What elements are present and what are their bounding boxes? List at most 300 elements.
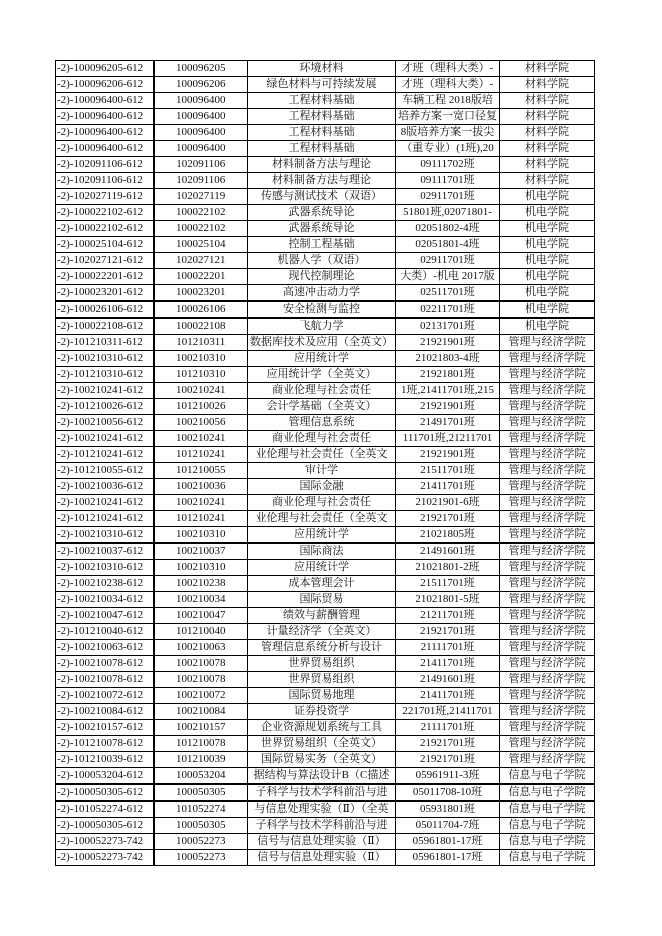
course-section-id-cell[interactable]: -2)-100022102-612	[56, 221, 154, 237]
course-code-cell[interactable]: 100210034	[154, 592, 248, 608]
class-cell[interactable]: 21921901班	[396, 335, 500, 351]
table-row	[56, 527, 595, 544]
table-row	[56, 592, 595, 608]
college-cell[interactable]: 管理与经济学院	[500, 351, 595, 367]
class-cell[interactable]: 05961911-3班	[396, 768, 500, 785]
course-code-cell[interactable]: 102091106	[154, 173, 248, 189]
course-name-cell[interactable]: 信号与信息处理实验（Ⅱ）	[248, 850, 396, 866]
course-name-cell[interactable]: 商业伦理与社会责任	[248, 383, 396, 399]
college-cell[interactable]: 材料学院	[500, 157, 595, 173]
course-code-cell[interactable]: 101210311	[154, 335, 248, 351]
course-name-cell[interactable]: 应用统计学	[248, 560, 396, 576]
college-cell[interactable]: 机电学院	[500, 301, 595, 318]
course-name-cell[interactable]: 审计学	[248, 463, 396, 479]
course-section-id-cell[interactable]: -2)-101210241-612	[56, 447, 154, 463]
course-name-cell[interactable]: 机器人学（双语）	[248, 253, 396, 269]
class-cell[interactable]: 1班,21411701班,215	[396, 383, 500, 399]
course-code-cell[interactable]: 100053204	[154, 768, 248, 785]
course-code-cell[interactable]: 100022102	[154, 205, 248, 221]
table-row	[56, 576, 595, 592]
course-name-cell[interactable]: 管理信息系统分析与设计	[248, 640, 396, 656]
class-cell[interactable]: 21411701班	[396, 688, 500, 704]
course-name-cell[interactable]: 材料制备方法与理论	[248, 157, 396, 173]
course-section-id-cell[interactable]: -2)-100210072-612	[56, 688, 154, 704]
class-cell[interactable]: 05011708-10班	[396, 784, 500, 801]
table-row	[56, 495, 595, 511]
table-row	[56, 415, 595, 431]
table-row	[56, 672, 595, 688]
college-cell[interactable]: 管理与经济学院	[500, 640, 595, 656]
class-cell[interactable]: 21411701班	[396, 479, 500, 495]
course-section-id-cell[interactable]: -2)-100210034-612	[56, 592, 154, 608]
course-name-cell[interactable]: 业伦理与社会责任（全英文	[248, 447, 396, 463]
course-name-cell[interactable]: 世界贸易组织	[248, 656, 396, 672]
class-cell[interactable]: 02211701班	[396, 301, 500, 318]
course-code-cell[interactable]: 100052273	[154, 834, 248, 850]
class-cell[interactable]: 21491601班	[396, 672, 500, 688]
table-row	[56, 237, 595, 253]
college-cell[interactable]: 机电学院	[500, 269, 595, 285]
class-cell[interactable]: 21511701班	[396, 576, 500, 592]
course-code-cell[interactable]: 100210078	[154, 672, 248, 688]
course-code-cell[interactable]: 100210310	[154, 560, 248, 576]
course-name-cell[interactable]: 应用统计学	[248, 527, 396, 544]
course-code-cell[interactable]: 100210047	[154, 608, 248, 624]
course-name-cell[interactable]: 国际贸易实务（全英文）	[248, 752, 396, 768]
course-code-cell[interactable]: 100210310	[154, 351, 248, 367]
course-name-cell[interactable]: 工程材料基础	[248, 141, 396, 157]
college-cell[interactable]: 管理与经济学院	[500, 688, 595, 704]
course-name-cell[interactable]: 工程材料基础	[248, 109, 396, 125]
course-code-cell[interactable]: 101210055	[154, 463, 248, 479]
course-code-cell[interactable]: 100210238	[154, 576, 248, 592]
college-cell[interactable]: 材料学院	[500, 109, 595, 125]
class-cell[interactable]: 21921701班	[396, 752, 500, 768]
course-name-cell[interactable]: 子科学与技术学科前沿与进	[248, 818, 396, 834]
course-code-cell[interactable]: 100096205	[154, 61, 248, 77]
course-code-cell[interactable]: 100022201	[154, 269, 248, 285]
table-row	[56, 768, 595, 785]
class-cell[interactable]: 05961801-17班	[396, 834, 500, 850]
class-cell[interactable]: 02051802-4班	[396, 221, 500, 237]
course-code-cell[interactable]: 100052273	[154, 850, 248, 866]
course-section-id-cell[interactable]: -2)-100210238-612	[56, 576, 154, 592]
course-code-cell[interactable]: 101210078	[154, 736, 248, 752]
course-code-cell[interactable]: 101210241	[154, 511, 248, 527]
class-cell[interactable]: 02051801-4班	[396, 237, 500, 253]
table-row	[56, 463, 595, 479]
class-cell[interactable]: 21491601班	[396, 543, 500, 560]
course-name-cell[interactable]: 环境材料	[248, 61, 396, 77]
college-cell[interactable]: 管理与经济学院	[500, 495, 595, 511]
college-cell[interactable]: 管理与经济学院	[500, 399, 595, 415]
course-code-cell[interactable]: 100210036	[154, 479, 248, 495]
course-section-id-cell[interactable]: -2)-100210241-612	[56, 495, 154, 511]
college-cell[interactable]: 管理与经济学院	[500, 335, 595, 351]
table-row	[56, 125, 595, 141]
class-cell[interactable]: 221701班,21411701	[396, 704, 500, 720]
class-cell[interactable]: 09111701班	[396, 173, 500, 189]
table-row	[56, 253, 595, 269]
college-cell[interactable]: 材料学院	[500, 141, 595, 157]
course-section-id-cell[interactable]: -2)-101210310-612	[56, 367, 154, 383]
table-row	[56, 109, 595, 125]
course-name-cell[interactable]: 国际商法	[248, 543, 396, 560]
course-code-cell[interactable]: 100210241	[154, 495, 248, 511]
college-cell[interactable]: 管理与经济学院	[500, 447, 595, 463]
class-cell[interactable]: 8版培养方案一拔尖	[396, 125, 500, 141]
class-cell[interactable]: 21921901班	[396, 447, 500, 463]
course-section-id-cell[interactable]: -2)-101210026-612	[56, 399, 154, 415]
course-name-cell[interactable]: 安全检测与监控	[248, 301, 396, 318]
course-code-cell[interactable]: 101210310	[154, 367, 248, 383]
college-cell[interactable]: 管理与经济学院	[500, 431, 595, 447]
course-name-cell[interactable]: 成本管理会计	[248, 576, 396, 592]
class-cell[interactable]: 21921701班	[396, 736, 500, 752]
college-cell[interactable]: 机电学院	[500, 285, 595, 302]
class-cell[interactable]: 21921901班	[396, 399, 500, 415]
course-name-cell[interactable]: 现代控制理论	[248, 269, 396, 285]
course-section-id-cell[interactable]: -2)-101210055-612	[56, 463, 154, 479]
course-section-id-cell[interactable]: -2)-101210040-612	[56, 624, 154, 640]
course-code-cell[interactable]: 100026106	[154, 301, 248, 318]
table-row	[56, 834, 595, 850]
course-name-cell[interactable]: 国际贸易地理	[248, 688, 396, 704]
course-name-cell[interactable]: 世界贸易组织（全英文）	[248, 736, 396, 752]
course-code-cell[interactable]: 100096206	[154, 77, 248, 93]
class-cell[interactable]: 05011704-7班	[396, 818, 500, 834]
course-section-id-cell[interactable]: -2)-100022201-612	[56, 269, 154, 285]
table-row	[56, 61, 595, 77]
course-section-id-cell[interactable]: -2)-100050305-612	[56, 784, 154, 801]
course-name-cell[interactable]: 应用统计学（全英文）	[248, 367, 396, 383]
course-section-id-cell[interactable]: -2)-100210037-612	[56, 543, 154, 560]
course-section-id-cell[interactable]: -2)-100050305-612	[56, 818, 154, 834]
table-row	[56, 367, 595, 383]
table-row	[56, 285, 595, 302]
course-section-id-cell[interactable]: -2)-100210310-612	[56, 560, 154, 576]
college-cell[interactable]: 管理与经济学院	[500, 463, 595, 479]
course-code-cell[interactable]: 101210039	[154, 752, 248, 768]
course-name-cell[interactable]: 飞航力学	[248, 318, 396, 335]
class-cell[interactable]: 21021803-4班	[396, 351, 500, 367]
course-section-id-cell[interactable]: -2)-102091106-612	[56, 157, 154, 173]
course-section-id-cell[interactable]: -2)-100210047-612	[56, 608, 154, 624]
table-row	[56, 141, 595, 157]
spreadsheet-table	[55, 60, 595, 866]
table-row	[56, 77, 595, 93]
college-cell[interactable]: 管理与经济学院	[500, 720, 595, 736]
course-code-cell[interactable]: 100022108	[154, 318, 248, 335]
course-name-cell[interactable]: 与信息处理实验（Ⅱ）（全英	[248, 801, 396, 818]
course-name-cell[interactable]: 子科学与技术学科前沿与进	[248, 784, 396, 801]
class-cell[interactable]: 21021901-6班	[396, 495, 500, 511]
class-cell[interactable]: 09111702班	[396, 157, 500, 173]
table-row	[56, 221, 595, 237]
college-cell[interactable]: 管理与经济学院	[500, 656, 595, 672]
course-name-cell[interactable]: 控制工程基础	[248, 237, 396, 253]
course-section-id-cell[interactable]: -2)-100210078-612	[56, 656, 154, 672]
class-cell[interactable]: 21921701班	[396, 624, 500, 640]
college-cell[interactable]: 管理与经济学院	[500, 543, 595, 560]
college-cell[interactable]: 管理与经济学院	[500, 736, 595, 752]
table-row	[56, 383, 595, 399]
course-code-cell[interactable]: 100050305	[154, 784, 248, 801]
course-code-cell[interactable]: 100210037	[154, 543, 248, 560]
course-section-id-cell[interactable]: -2)-101052274-612	[56, 801, 154, 818]
course-section-id-cell[interactable]: -2)-101210241-612	[56, 511, 154, 527]
course-name-cell[interactable]: 数据库技术及应用（全英文）	[248, 335, 396, 351]
college-cell[interactable]: 管理与经济学院	[500, 704, 595, 720]
course-section-id-cell[interactable]: -2)-101210039-612	[56, 752, 154, 768]
college-cell[interactable]: 管理与经济学院	[500, 383, 595, 399]
course-section-id-cell[interactable]: -2)-100210084-612	[56, 704, 154, 720]
course-name-cell[interactable]: 据结构与算法设计B（C描述	[248, 768, 396, 785]
course-section-id-cell[interactable]: -2)-101210311-612	[56, 335, 154, 351]
college-cell[interactable]: 材料学院	[500, 61, 595, 77]
course-name-cell[interactable]: 国际贸易	[248, 592, 396, 608]
college-cell[interactable]: 材料学院	[500, 125, 595, 141]
class-cell[interactable]: 车辆工程 2018版培	[396, 93, 500, 109]
table-row	[56, 656, 595, 672]
course-code-cell[interactable]: 100210078	[154, 656, 248, 672]
table-row	[56, 688, 595, 704]
class-cell[interactable]: 02511701班	[396, 285, 500, 302]
class-cell[interactable]: 21411701班	[396, 656, 500, 672]
course-name-cell[interactable]: 传感与测试技术（双语）	[248, 189, 396, 205]
table-row	[56, 543, 595, 560]
college-cell[interactable]: 机电学院	[500, 205, 595, 221]
course-section-id-cell[interactable]: -2)-100210063-612	[56, 640, 154, 656]
course-code-cell[interactable]: 100210056	[154, 415, 248, 431]
college-cell[interactable]: 管理与经济学院	[500, 479, 595, 495]
course-section-id-cell[interactable]: -2)-100210310-612	[56, 351, 154, 367]
course-name-cell[interactable]: 绩效与薪酬管理	[248, 608, 396, 624]
college-cell[interactable]: 材料学院	[500, 93, 595, 109]
course-code-cell[interactable]: 101210241	[154, 447, 248, 463]
course-section-id-cell[interactable]: -2)-100096206-612	[56, 77, 154, 93]
college-cell[interactable]: 材料学院	[500, 77, 595, 93]
course-section-id-cell[interactable]: -2)-100210241-612	[56, 431, 154, 447]
course-name-cell[interactable]: 证券投资学	[248, 704, 396, 720]
class-cell[interactable]: 02911701班	[396, 253, 500, 269]
college-cell[interactable]: 信息与电子学院	[500, 784, 595, 801]
course-section-id-cell[interactable]: -2)-100210036-612	[56, 479, 154, 495]
course-section-id-cell[interactable]: -2)-100096205-612	[56, 61, 154, 77]
course-section-id-cell[interactable]: -2)-100022108-612	[56, 318, 154, 335]
course-section-id-cell[interactable]: -2)-102091106-612	[56, 173, 154, 189]
course-code-cell[interactable]: 100096400	[154, 125, 248, 141]
table-row	[56, 560, 595, 576]
class-cell[interactable]: 21111701班	[396, 720, 500, 736]
table-row	[56, 335, 595, 351]
college-cell[interactable]: 管理与经济学院	[500, 511, 595, 527]
table-row	[56, 301, 595, 318]
class-cell[interactable]: 05931801班	[396, 801, 500, 818]
college-cell[interactable]: 信息与电子学院	[500, 818, 595, 834]
table-row	[56, 318, 595, 335]
course-code-cell[interactable]: 100022102	[154, 221, 248, 237]
course-code-cell[interactable]: 100096400	[154, 93, 248, 109]
course-section-id-cell[interactable]: -2)-100023201-612	[56, 285, 154, 302]
course-name-cell[interactable]: 材料制备方法与理论	[248, 173, 396, 189]
course-section-id-cell[interactable]: -2)-100210241-612	[56, 383, 154, 399]
course-section-id-cell[interactable]: -2)-100210310-612	[56, 527, 154, 544]
class-cell[interactable]: 111701班,21211701	[396, 431, 500, 447]
course-name-cell[interactable]: 高速冲击动力学	[248, 285, 396, 302]
course-name-cell[interactable]: 国际金融	[248, 479, 396, 495]
course-name-cell[interactable]: 工程材料基础	[248, 93, 396, 109]
course-name-cell[interactable]: 绿色材料与可持续发展	[248, 77, 396, 93]
class-cell[interactable]: 大类）-机电 2017版	[396, 269, 500, 285]
course-name-cell[interactable]: 世界贸易组织	[248, 672, 396, 688]
course-code-cell[interactable]: 102027119	[154, 189, 248, 205]
course-code-cell[interactable]: 100050305	[154, 818, 248, 834]
course-code-cell[interactable]: 101210040	[154, 624, 248, 640]
course-code-cell[interactable]: 100025104	[154, 237, 248, 253]
class-cell[interactable]: 02131701班	[396, 318, 500, 335]
college-cell[interactable]: 管理与经济学院	[500, 367, 595, 383]
table-row	[56, 189, 595, 205]
table-row	[56, 511, 595, 527]
course-section-id-cell[interactable]: -2)-100052273-742	[56, 834, 154, 850]
table-row	[56, 784, 595, 801]
table-row	[56, 351, 595, 367]
class-cell[interactable]: 21021805班	[396, 527, 500, 544]
course-section-id-cell[interactable]: -2)-100052273-742	[56, 850, 154, 866]
course-name-cell[interactable]: 应用统计学	[248, 351, 396, 367]
class-cell[interactable]: 21211701班	[396, 608, 500, 624]
course-code-cell[interactable]: 100023201	[154, 285, 248, 302]
college-cell[interactable]: 机电学院	[500, 318, 595, 335]
course-code-cell[interactable]: 101052274	[154, 801, 248, 818]
table-row	[56, 736, 595, 752]
table-row	[56, 269, 595, 285]
table-row	[56, 447, 595, 463]
college-cell[interactable]: 管理与经济学院	[500, 592, 595, 608]
course-section-id-cell[interactable]: -2)-100096400-612	[56, 109, 154, 125]
college-cell[interactable]: 管理与经济学院	[500, 752, 595, 768]
college-cell[interactable]: 管理与经济学院	[500, 576, 595, 592]
course-section-id-cell[interactable]: -2)-100210157-612	[56, 720, 154, 736]
course-code-cell[interactable]: 100210310	[154, 527, 248, 544]
course-code-cell[interactable]: 100210241	[154, 383, 248, 399]
course-code-cell[interactable]: 100210072	[154, 688, 248, 704]
college-cell[interactable]: 管理与经济学院	[500, 560, 595, 576]
college-cell[interactable]: 材料学院	[500, 173, 595, 189]
course-code-cell[interactable]: 100096400	[154, 141, 248, 157]
course-section-id-cell[interactable]: -2)-101210078-612	[56, 736, 154, 752]
course-section-id-cell[interactable]: -2)-100053204-612	[56, 768, 154, 785]
class-cell[interactable]: 21491701班	[396, 415, 500, 431]
course-name-cell[interactable]: 会计学基础（全英文）	[248, 399, 396, 415]
course-code-cell[interactable]: 101210026	[154, 399, 248, 415]
table-row	[56, 479, 595, 495]
course-name-cell[interactable]: 业伦理与社会责任（全英文	[248, 511, 396, 527]
table-row	[56, 399, 595, 415]
course-section-id-cell[interactable]: -2)-100210056-612	[56, 415, 154, 431]
course-section-id-cell[interactable]: -2)-100022102-612	[56, 205, 154, 221]
college-cell[interactable]: 机电学院	[500, 221, 595, 237]
course-name-cell[interactable]: 武器系统导论	[248, 205, 396, 221]
class-cell[interactable]: 21021801-2班	[396, 560, 500, 576]
course-section-id-cell[interactable]: -2)-100026106-612	[56, 301, 154, 318]
class-cell[interactable]: 21921701班	[396, 511, 500, 527]
table-row	[56, 93, 595, 109]
course-code-cell[interactable]: 100210063	[154, 640, 248, 656]
course-name-cell[interactable]: 武器系统导论	[248, 221, 396, 237]
class-cell[interactable]: 才班（理科大类）-	[396, 77, 500, 93]
course-name-cell[interactable]: 工程材料基础	[248, 125, 396, 141]
table-row	[56, 640, 595, 656]
table-row	[56, 850, 595, 866]
class-cell[interactable]: 05961801-17班	[396, 850, 500, 866]
table-row	[56, 624, 595, 640]
college-cell[interactable]: 信息与电子学院	[500, 834, 595, 850]
college-cell[interactable]: 机电学院	[500, 253, 595, 269]
class-cell[interactable]: 培养方案一宽口径复	[396, 109, 500, 125]
course-name-cell[interactable]: 计量经济学（全英文）	[248, 624, 396, 640]
college-cell[interactable]: 机电学院	[500, 237, 595, 253]
course-section-id-cell[interactable]: -2)-100210078-612	[56, 672, 154, 688]
college-cell[interactable]: 机电学院	[500, 189, 595, 205]
course-name-cell[interactable]: 企业资源规划系统与工具	[248, 720, 396, 736]
course-name-cell[interactable]: 商业伦理与社会责任	[248, 495, 396, 511]
college-cell[interactable]: 管理与经济学院	[500, 608, 595, 624]
table-row	[56, 704, 595, 720]
table-row	[56, 157, 595, 173]
course-code-cell[interactable]: 100210241	[154, 431, 248, 447]
class-cell[interactable]: 51801班,02071801-	[396, 205, 500, 221]
course-section-id-cell[interactable]: -2)-102027119-612	[56, 189, 154, 205]
class-cell[interactable]: 才班（理科大类）-	[396, 61, 500, 77]
table-row	[56, 801, 595, 818]
course-section-id-cell[interactable]: -2)-100096400-612	[56, 93, 154, 109]
table-row	[56, 173, 595, 189]
college-cell[interactable]: 管理与经济学院	[500, 527, 595, 544]
course-code-cell[interactable]: 100096400	[154, 109, 248, 125]
course-code-cell[interactable]: 102091106	[154, 157, 248, 173]
class-cell[interactable]: 21111701班	[396, 640, 500, 656]
college-cell[interactable]: 管理与经济学院	[500, 415, 595, 431]
college-cell[interactable]: 管理与经济学院	[500, 624, 595, 640]
course-section-id-cell[interactable]: -2)-100096400-612	[56, 125, 154, 141]
course-section-id-cell[interactable]: -2)-102027121-612	[56, 253, 154, 269]
class-cell[interactable]: 21021801-5班	[396, 592, 500, 608]
table-row	[56, 608, 595, 624]
class-cell[interactable]: 21511701班	[396, 463, 500, 479]
course-section-id-cell[interactable]: -2)-100025104-612	[56, 237, 154, 253]
table-body	[56, 61, 595, 866]
class-cell[interactable]: 02911701班	[396, 189, 500, 205]
class-cell[interactable]: 21921801班	[396, 367, 500, 383]
course-name-cell[interactable]: 管理信息系统	[248, 415, 396, 431]
college-cell[interactable]: 信息与电子学院	[500, 850, 595, 866]
table-row	[56, 205, 595, 221]
table-row	[56, 720, 595, 736]
course-name-cell[interactable]: 商业伦理与社会责任	[248, 431, 396, 447]
college-cell[interactable]: 信息与电子学院	[500, 768, 595, 785]
course-code-cell[interactable]: 102027121	[154, 253, 248, 269]
course-code-cell[interactable]: 100210084	[154, 704, 248, 720]
college-cell[interactable]: 信息与电子学院	[500, 801, 595, 818]
course-name-cell[interactable]: 信号与信息处理实验（Ⅱ）	[248, 834, 396, 850]
college-cell[interactable]: 管理与经济学院	[500, 672, 595, 688]
class-cell[interactable]: （重专业）(1班),20	[396, 141, 500, 157]
course-section-id-cell[interactable]: -2)-100096400-612	[56, 141, 154, 157]
table-row	[56, 431, 595, 447]
course-code-cell[interactable]: 100210157	[154, 720, 248, 736]
